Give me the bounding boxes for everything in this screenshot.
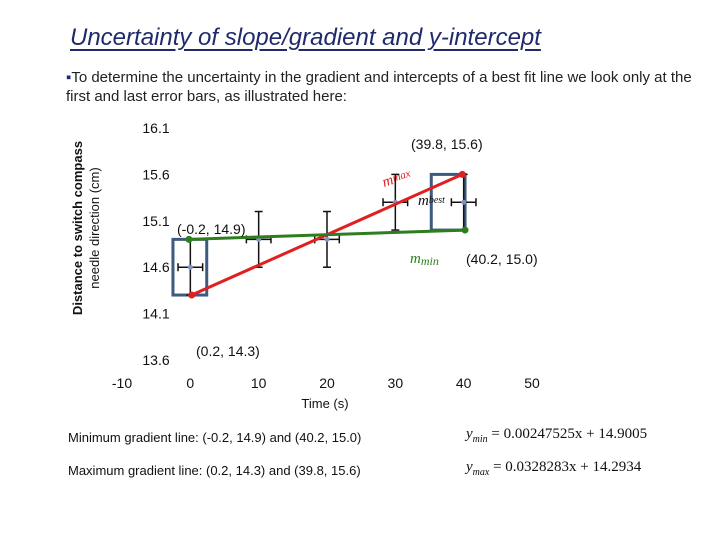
- x-tick-label: 0: [186, 375, 195, 391]
- x-tick-label: -10: [111, 375, 133, 391]
- max-eq-formula: = 0.0328283x + 14.2934: [493, 459, 642, 475]
- data-point: [461, 200, 466, 205]
- y-axis-label-line-2: needle direction (cm): [87, 167, 102, 289]
- max-line-endpoint: [459, 171, 466, 178]
- y-axis-label-line-1: Distance to switch compass: [70, 140, 85, 316]
- m-best-label: mbest: [418, 193, 445, 209]
- x-tick-label: 30: [387, 375, 404, 391]
- max-bottom-point-label: (0.2, 14.3): [196, 343, 260, 359]
- x-tick-label: 20: [319, 375, 335, 391]
- x-tick-label: 10: [250, 375, 267, 391]
- x-tick-label: 50: [524, 375, 540, 391]
- data-point: [325, 237, 330, 242]
- max-equation: [466, 459, 641, 478]
- y-tick-label: 16.1: [142, 120, 170, 136]
- max-eq-sub: max: [472, 467, 490, 478]
- min-eq-sub: min: [472, 434, 488, 445]
- max-gradient-label: Maximum gradient line: (0.2, 14.3) and (39.8, 15.6): [68, 463, 361, 478]
- y-tick-label: 14.1: [142, 305, 170, 322]
- min-eq-var: y: [466, 426, 473, 442]
- y-tick-label: 15.1: [142, 212, 170, 229]
- y-tick-label: 14.6: [142, 259, 170, 276]
- slide-title: Uncertainty of slope/gradient and y-intercept: [70, 24, 541, 51]
- max-line-endpoint: [188, 292, 195, 299]
- min-right-point-label: (40.2, 15.0): [466, 251, 538, 267]
- min-equation: [466, 426, 647, 445]
- y-tick-label: 15.6: [142, 166, 170, 183]
- min-eq-formula: = 0.00247525x + 14.9005: [491, 426, 648, 442]
- m-min-label: mmin: [410, 251, 439, 268]
- max-eq-var: y: [466, 459, 473, 475]
- y-tick-label: 13.6: [142, 352, 170, 368]
- x-tick-label: 40: [455, 375, 472, 391]
- intro-text: To determine the uncertainty in the gradient and intercepts of a best fit line we look only at the first and last error bars, as illustrated here:: [66, 69, 692, 105]
- m-max-label: mmax: [380, 167, 413, 191]
- bullet-icon: ▪: [66, 69, 72, 86]
- min-line-endpoint: [462, 227, 469, 234]
- min-left-point-label: (-0.2, 14.9): [177, 221, 246, 237]
- data-point: [188, 265, 193, 270]
- min-gradient-label: Minimum gradient line: (-0.2, 14.9) and (40.2, 15.0): [68, 430, 362, 445]
- max-top-point-label: (39.8, 15.6): [411, 136, 483, 152]
- x-axis-label: Time (s): [301, 396, 349, 411]
